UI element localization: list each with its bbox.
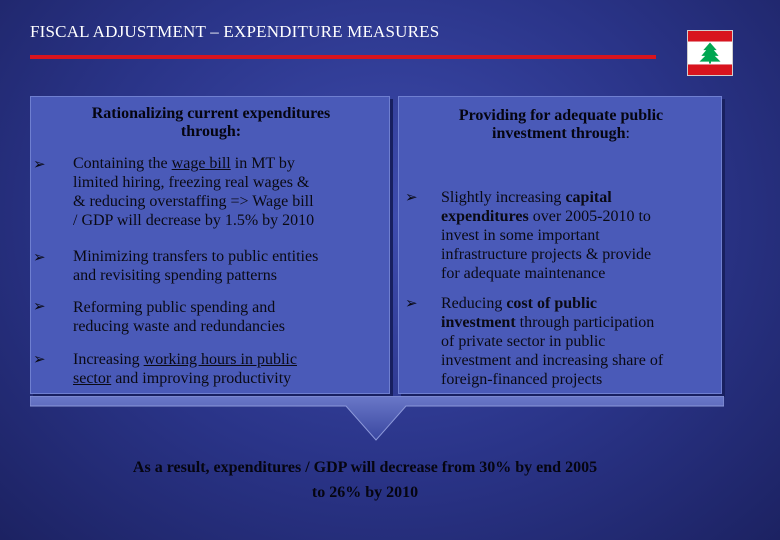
title-underline — [30, 55, 656, 59]
left-panel-heading: Rationalizing current expenditures through: — [91, 105, 331, 140]
arrow-bullet-icon: ➢ — [33, 155, 46, 173]
lebanon-flag-icon — [687, 30, 733, 76]
arrow-bullet-icon: ➢ — [405, 188, 418, 206]
right-panel-heading: Providing for adequate public investment through: — [458, 107, 664, 142]
arrow-bullet-icon: ➢ — [405, 294, 418, 312]
arrow-bullet-icon: ➢ — [33, 350, 46, 368]
bullet-working-hours: Increasing working hours in public sector and improving productivity — [73, 351, 297, 387]
result-statement: As a result, expenditures / GDP will decrease from 30% by end 2005 to 26% by 2010 — [132, 459, 598, 501]
bullet-public-spending: Reforming public spending and reducing waste and redundancies — [73, 299, 285, 335]
bullet-transfers: Minimizing transfers to public entities and revisiting spending patterns — [73, 248, 319, 284]
arrow-bullet-icon: ➢ — [33, 297, 46, 315]
bullet-cost-of-investment: Reducing cost of public investment through participation of private sector in public investment and increasing share of foreign-financed projects — [441, 295, 664, 388]
public-investment-panel — [398, 96, 722, 394]
funnel-arrow-icon — [30, 396, 724, 442]
arrow-bullet-icon: ➢ — [33, 248, 46, 266]
current-expenditures-panel — [30, 96, 390, 394]
bullet-capital-expenditures: Slightly increasing capital expenditures over 2005-2010 to invest in some important infrastructure projects & provide for adequate maintenance — [441, 189, 652, 282]
bullet-wage-bill: Containing the wage bill in MT by limited hiring, freezing real wages & & reducing overstaffing => Wage bill / GDP will decrease by 1.5% by 2010 — [73, 155, 315, 229]
slide-title: FISCAL ADJUSTMENT – EXPENDITURE MEASURES — [30, 22, 440, 41]
